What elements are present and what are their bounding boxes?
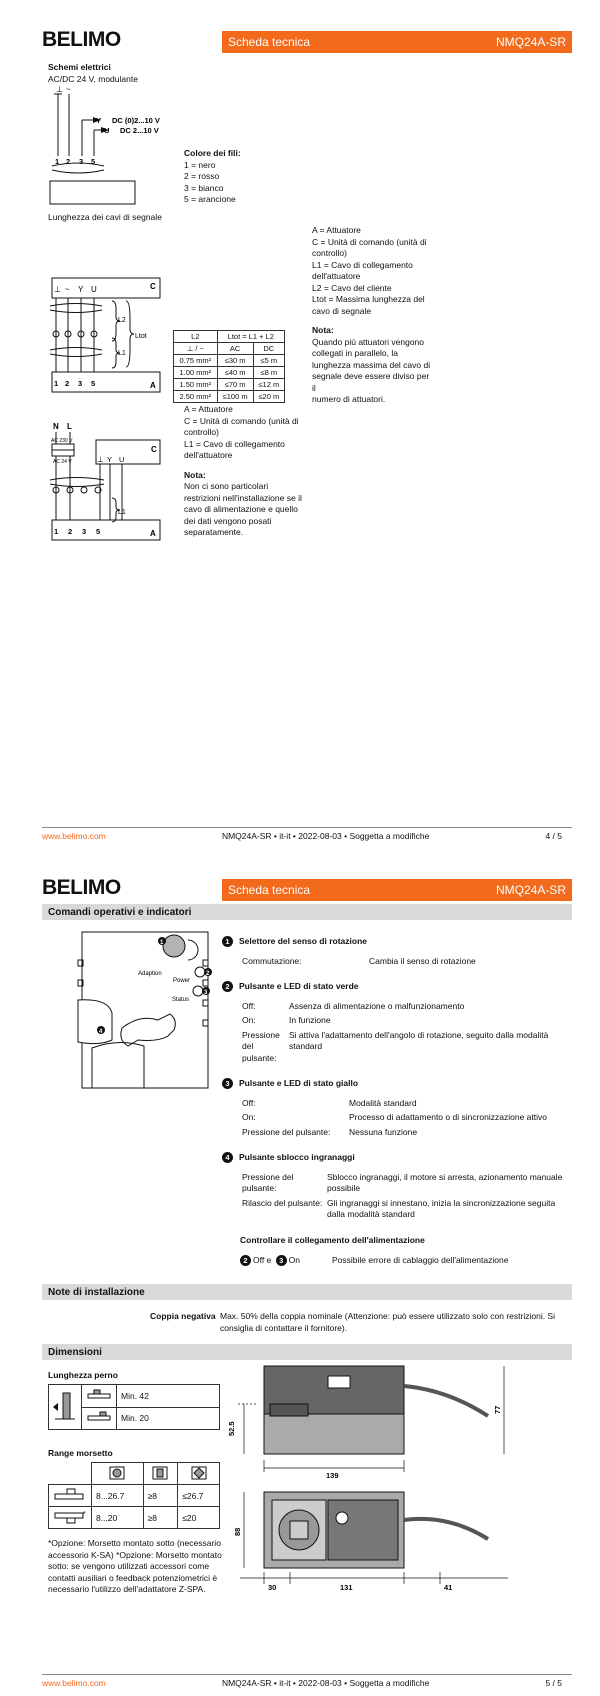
footer-divider — [42, 1674, 572, 1675]
row-value: In funzione — [289, 1015, 331, 1025]
diamond-shaft-icon — [178, 1463, 220, 1485]
round-shaft-icon — [92, 1463, 144, 1485]
table-row — [49, 1507, 220, 1529]
belimo-logo: BELIMO — [42, 28, 121, 51]
table-cell: ≤12 m — [253, 379, 284, 391]
note-line: Quando più attuatori vengono — [312, 336, 425, 347]
marker-4: 4 — [99, 1029, 103, 1035]
table-row — [49, 1463, 220, 1485]
control-2-title: 2 Pulsante e LED di stato verde — [222, 981, 572, 993]
wiring-title: Schemi elettrici — [48, 62, 111, 72]
footer-center: NMQ24A-SR • it-it • 2022-08-03 • Soggetta a modifiche — [221, 831, 430, 841]
control-4-row — [242, 1198, 572, 1221]
table-cell: 8...26.7 — [92, 1485, 144, 1507]
table-header: L2 — [174, 331, 218, 343]
row-label: Rilascio del pulsante: — [242, 1197, 323, 1208]
header-title: Scheda tecnica — [228, 883, 311, 897]
wiring-diagram — [48, 86, 198, 206]
legend-item: C = Unità di comando (unità di — [184, 415, 299, 426]
wiring-subtitle: AC/DC 24 V, modulante — [48, 73, 138, 84]
table-cell: ≤20 — [178, 1507, 220, 1529]
shaft-icon — [82, 1385, 117, 1408]
table-cell: ≤100 m — [217, 391, 253, 403]
control-2-row — [242, 1001, 572, 1013]
legend-item: Ltot = Massima lunghezza del — [312, 294, 425, 304]
cable-length-table — [173, 330, 285, 403]
control-3-row — [242, 1112, 572, 1124]
ac24-label: AC 24 V — [53, 459, 72, 465]
u-label: U — [91, 285, 97, 294]
marker-2: 2 — [206, 971, 210, 977]
control-3-row — [242, 1098, 572, 1110]
wire-color-5: 5 = arancione — [184, 194, 236, 204]
y-label: Y — [107, 455, 113, 464]
dim-41: 41 — [444, 1583, 453, 1592]
signal-u-text: DC 2...10 V — [120, 126, 159, 135]
footer-link[interactable]: www.belimo.com — [42, 1678, 106, 1688]
wiring-section — [48, 62, 138, 85]
table-row — [49, 1385, 220, 1408]
row-label: Pressione del pulsante: — [242, 1029, 280, 1063]
legend-item: C = Unità di comando (unità di — [312, 236, 427, 247]
table-cell: ≤5 m — [253, 355, 284, 367]
shaft-table — [48, 1384, 220, 1430]
signal-y-text: DC (0)2...10 V — [112, 116, 160, 125]
legend-item: L1 = Cavo di collegamento — [312, 259, 413, 270]
clamp-title: Range morsetto — [48, 1448, 113, 1458]
row-value: Si attiva l'adattamento dell'angolo di rotazione, seguito dalla modalità standard — [289, 1029, 549, 1051]
adaption-label: Adaption — [138, 971, 162, 977]
legend-item: L1 = Cavo di collegamento — [184, 438, 285, 449]
row-value: Processo di adattamento o di sincronizzazione attivo — [349, 1112, 547, 1122]
wire-color-2: 2 = rosso — [184, 171, 220, 181]
l2-label: L2 — [118, 317, 126, 324]
install-label: Coppia negativa — [150, 1311, 216, 1321]
table-header: Ltot = L1 + L2 — [217, 331, 284, 343]
clamp-note: *Opzione: Morsetto montato sotto (necessario accessorio K-SA) *Opzione: Morsetto montato sotto: se vengono utilizzati accessori come contatti ausiliari o feedback potenziometrici è necessario l'utilizzo dell'adattatore Z-SPA. — [48, 1538, 222, 1594]
table-cell: ≤20 m — [253, 391, 284, 403]
row-label: Pressione del pulsante: — [242, 1126, 331, 1137]
note-lower-title: Nota: — [184, 469, 206, 480]
terminal-3: 3 — [79, 157, 84, 166]
footer-link[interactable]: www.belimo.com — [42, 831, 106, 841]
row-value: Modalità standard — [349, 1097, 417, 1108]
legend-lower — [184, 404, 309, 539]
terminal-1: 1 — [54, 379, 59, 388]
dim-52-5: 52.5 — [227, 1421, 236, 1436]
dim-88: 88 — [233, 1527, 242, 1536]
ac230-label: AC 230 V — [51, 438, 73, 444]
terminal-1: 1 — [55, 157, 60, 166]
dim-30: 30 — [268, 1583, 277, 1592]
check-on: On — [288, 1255, 300, 1265]
row-label: Off: — [242, 1000, 256, 1011]
terminal-2: 2 — [65, 379, 70, 388]
note-right-title: Nota: — [312, 325, 334, 335]
legend-item: controllo) — [312, 248, 347, 258]
cable-length-diagram — [48, 276, 168, 396]
table-cell: 2.50 mm² — [174, 391, 218, 403]
terminal-2: 2 — [66, 157, 71, 166]
l1-label: L1 — [118, 350, 126, 357]
c-label: C — [150, 282, 156, 291]
marker-3: 3 — [204, 990, 208, 996]
note-line: dei dati vengono posati — [184, 515, 272, 526]
footer — [42, 831, 562, 841]
dim-131: 131 — [340, 1583, 353, 1592]
svg-text:*: * — [83, 1510, 86, 1518]
note-line: lunghezza massima del cavo di — [312, 359, 431, 370]
note-line: segnale deve essere diviso per il — [312, 371, 430, 393]
table-row — [174, 379, 285, 391]
header-title: Scheda tecnica — [228, 35, 311, 49]
wire-colors — [184, 148, 241, 206]
ground-label: ⊥ — [54, 285, 61, 294]
ground-label: ⊥ — [56, 85, 63, 94]
note-line: cavo di alimentazione e quello — [184, 504, 298, 514]
ltot-label: Ltot — [135, 333, 147, 340]
row-value: Cambia il senso di rotazione — [369, 955, 476, 966]
belimo-logo: BELIMO — [42, 876, 121, 899]
row-label: On: — [242, 1112, 256, 1122]
l-label: L — [67, 422, 72, 431]
terminal-5: 5 — [91, 157, 96, 166]
shaft-icon — [49, 1385, 82, 1430]
table-cell: ≤40 m — [217, 367, 253, 379]
control-2-row — [242, 1030, 572, 1065]
table-cell: ≥8 — [143, 1507, 178, 1529]
terminal-2: 2 — [68, 527, 73, 536]
shaft-title: Lunghezza perno — [48, 1370, 118, 1380]
table-cell: 0.75 mm² — [174, 355, 218, 367]
check-row — [240, 1255, 572, 1267]
signal-y: Y — [96, 116, 102, 125]
terminal-1: 1 — [54, 527, 59, 536]
dimension-drawing — [228, 1364, 518, 1600]
section-dims: Dimensioni — [42, 1344, 572, 1360]
row-value: Nessuna funzione — [349, 1126, 418, 1137]
control-3-title: 3 Pulsante e LED di stato giallo — [222, 1078, 572, 1090]
table-row — [174, 391, 285, 403]
terminal-5: 5 — [96, 527, 101, 536]
install-row — [150, 1311, 570, 1334]
table-cell: 1.00 mm² — [174, 367, 218, 379]
table-header: DC — [253, 343, 284, 355]
table-cell: ≤70 m — [217, 379, 253, 391]
note-line: separatamente. — [184, 527, 244, 537]
wire-color-3: 3 = bianco — [184, 182, 224, 193]
legend-item: cavo di segnale — [312, 305, 372, 316]
l1-label: L1 — [118, 509, 126, 516]
signal-u: U — [104, 126, 110, 135]
table-cell: ≤30 m — [217, 355, 253, 367]
table-cell: 8...20 — [92, 1507, 144, 1529]
terminal-3: 3 — [78, 379, 83, 388]
check-title: Controllare il collegamento dell'alimentazione — [240, 1234, 425, 1245]
footer-center: NMQ24A-SR • it-it • 2022-08-03 • Soggetta a modifiche — [221, 1678, 430, 1688]
table-row — [174, 355, 285, 367]
check-desc: Possibile errore di cablaggio dell'alimentazione — [332, 1255, 509, 1265]
control-3-row — [242, 1127, 572, 1139]
table-cell: ≤26.7 — [178, 1485, 220, 1507]
tilde-label: ~ — [66, 85, 71, 94]
table-cell: ≤8 m — [253, 367, 284, 379]
check-num-3: 3 — [276, 1255, 287, 1266]
controls-list — [222, 936, 572, 1267]
legend-item: controllo) — [184, 427, 219, 437]
control-1-title: 1 Selettore del senso di rotazione — [222, 936, 572, 948]
c-label: C — [151, 445, 157, 454]
table-row — [49, 1485, 220, 1507]
n-label: N — [53, 422, 59, 431]
dim-139: 139 — [326, 1471, 339, 1480]
note-line: Non ci sono particolari — [184, 481, 269, 491]
wire-color-1: 1 = nero — [184, 159, 216, 170]
marker-1: 1 — [160, 940, 164, 946]
dim-77: 77 — [493, 1405, 502, 1414]
section-controls: Comandi operativi e indicatori — [42, 904, 572, 920]
row-label: Commutazione: — [242, 955, 302, 966]
header-model: NMQ24A-SR — [495, 883, 566, 897]
power-label: Power — [173, 978, 191, 984]
footer-page: 4 / 5 — [545, 831, 562, 841]
a-label: A — [150, 381, 156, 390]
cable-length-title: Lunghezza dei cavi di segnale — [48, 212, 162, 222]
tilde-label: ~ — [65, 285, 70, 294]
note-line: numero di attuatori. — [312, 394, 386, 404]
actuator-diagram — [78, 928, 218, 1098]
clamp-table — [48, 1462, 220, 1529]
square-shaft-icon — [143, 1463, 178, 1485]
table-cell: ≥8 — [143, 1485, 178, 1507]
header-model: NMQ24A-SR — [495, 35, 566, 49]
wire-colors-title: Colore dei fili: — [184, 148, 241, 158]
row-value: Assenza di alimentazione o malfunzionamento — [289, 1000, 465, 1011]
shaft-value: Min. 42 — [117, 1385, 220, 1408]
control-4-row — [242, 1172, 572, 1195]
shaft-icon — [82, 1407, 117, 1430]
separate-routing-diagram — [48, 420, 168, 544]
legend-right — [312, 225, 432, 406]
note-line: collegati in parallelo, la — [312, 348, 398, 358]
row-value: Gli ingranaggi si innestano, inizia la sincronizzazione seguita dalla modalità standard — [327, 1197, 556, 1219]
legend-item: dell'attuatore — [184, 450, 233, 460]
terminal-3: 3 — [82, 527, 87, 536]
control-1-row — [242, 956, 572, 968]
u-label: U — [119, 455, 125, 464]
clamp-top-icon — [49, 1485, 92, 1507]
legend-item: A = Attuatore — [184, 404, 233, 414]
note-line: restrizioni nell'installazione se il — [184, 492, 302, 503]
y-label: Y — [78, 285, 84, 294]
row-value: Sblocco ingranaggi, il motore si arresta, azionamento manuale possibile — [327, 1171, 563, 1193]
control-2-row — [242, 1015, 572, 1027]
a-label: A — [150, 529, 156, 538]
table-header: ⊥ / ~ — [174, 343, 218, 355]
legend-item: A = Attuatore — [312, 225, 361, 235]
table-cell: 1.50 mm² — [174, 379, 218, 391]
table-header: AC — [217, 343, 253, 355]
footer — [42, 1678, 562, 1688]
footer-page: 5 / 5 — [545, 1678, 562, 1688]
shaft-value: Min. 20 — [117, 1407, 220, 1430]
header-bar — [222, 879, 572, 901]
clamp-bottom-icon — [49, 1507, 92, 1529]
section-install: Note di installazione — [42, 1284, 572, 1300]
row-label: On: — [242, 1015, 256, 1025]
header-bar — [222, 31, 572, 53]
row-label: Pressione del pulsante: — [242, 1171, 294, 1193]
footer-divider — [42, 827, 572, 828]
terminal-5: 5 — [91, 379, 96, 388]
check-off: Off e — [253, 1255, 272, 1265]
legend-item: L2 = Cavo del cliente — [312, 282, 392, 293]
control-4-title: 4 Pulsante sblocco ingranaggi — [222, 1152, 572, 1164]
row-label: Off: — [242, 1097, 256, 1108]
table-row — [174, 367, 285, 379]
legend-item: dell'attuatore — [312, 271, 361, 281]
ground-label: ⊥ — [97, 455, 104, 464]
install-text: Max. 50% della coppia nominale (Attenzione: può essere utilizzato solo con restrizioni. Si consiglia di contattare il fornitore). — [220, 1311, 555, 1333]
status-label: Status — [172, 997, 190, 1003]
check-num-2: 2 — [240, 1255, 251, 1266]
